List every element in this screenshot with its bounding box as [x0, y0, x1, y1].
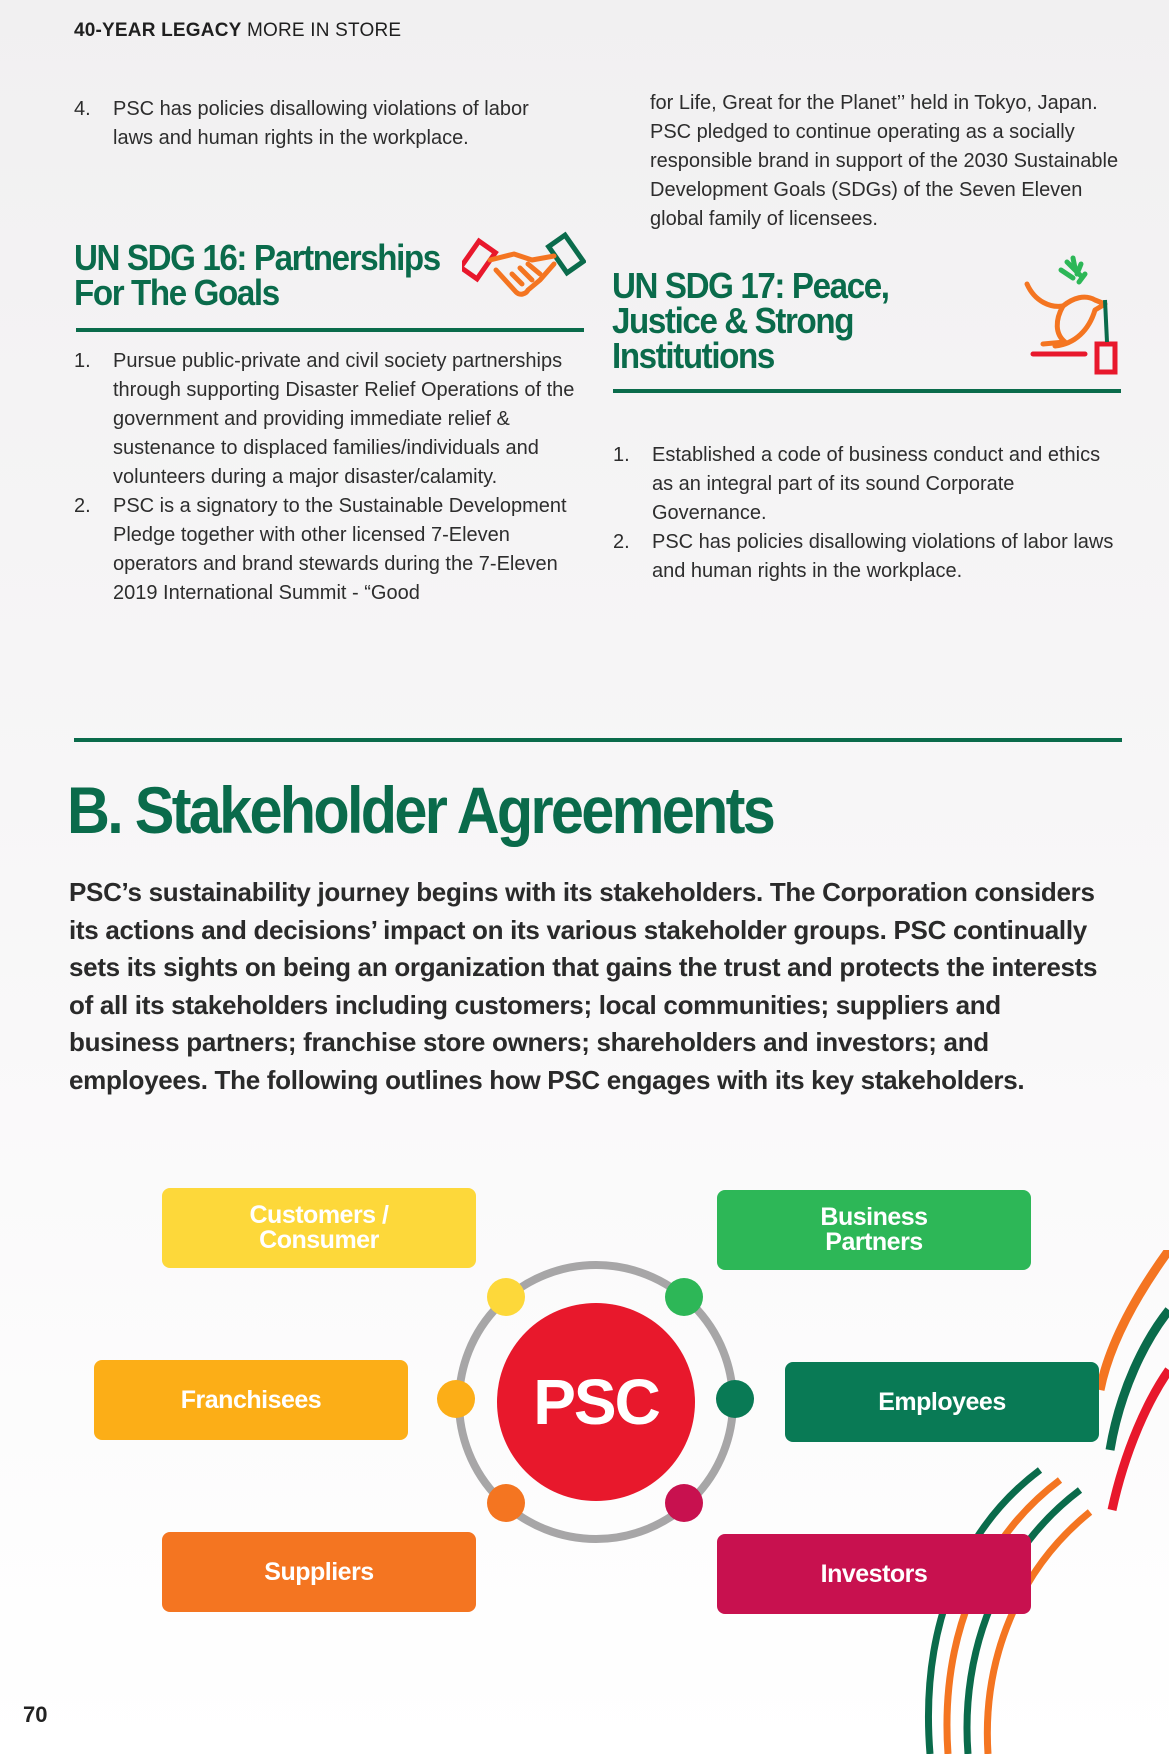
section-divider: [74, 738, 1122, 742]
section-intro: PSC’s sustainability journey begins with its stakeholders. The Corporation considers its actions and decisions’ impact on its various stakeholder groups. PSC continually sets its sights on being an organization that gains the trust and protects the interests of all its stakeholders including customers; local communities; suppliers and business partners; franchise store owners; shareholders and investors; and employees. The following outlines how PSC engages with its key stakeholders.: [69, 877, 1098, 1095]
dot-business-partners: [665, 1278, 703, 1316]
list-text: PSC has policies disallowing violations of labor laws and human rights in the workplace.: [113, 98, 529, 149]
list-text: PSC is a signatory to the Sustainable Development Pledge together with other licensed 7-Eleven operators and brand stewards during the 7-Eleven 2019 International Summit - “Good: [113, 495, 567, 604]
header-rest: MORE IN STORE: [247, 20, 402, 41]
list-item: [74, 347, 590, 492]
stakeholder-business-partners: [717, 1190, 1031, 1270]
sdg17-rule: [613, 389, 1121, 393]
list-item: [74, 95, 574, 153]
dove-icon: [1015, 254, 1125, 378]
dot-customers: [487, 1278, 525, 1316]
handshake-icon: [462, 230, 586, 310]
sdg16-title-line2: For The Goals: [74, 272, 279, 313]
stakeholder-label: Suppliers: [264, 1557, 374, 1586]
sdg17-title: [612, 265, 980, 376]
sdg17-title-line3: Institutions: [612, 335, 774, 376]
list-text: Pursue public-private and civil society partnerships through supporting Disaster Relief Operations of the government and providing immediate relief & sustenance to displaced families/individuals and volunteers during a major disaster/calamity.: [113, 350, 575, 488]
sdg17-list: [613, 441, 1119, 586]
sdg16-title: [74, 237, 460, 313]
list-item: [613, 528, 1119, 586]
running-header: [74, 20, 401, 42]
dot-franchisees: [437, 1380, 475, 1418]
dot-employees: [716, 1380, 754, 1418]
list-item: [613, 441, 1119, 528]
sdg16-title-line1: UN SDG 16: Partnerships: [74, 237, 440, 278]
stakeholder-label: Customers / Consumer: [249, 1201, 389, 1254]
stakeholder-suppliers: [162, 1532, 476, 1612]
decorative-stripes: [900, 1250, 1169, 1754]
list-number: 2.: [74, 495, 91, 517]
list-number: 1.: [74, 350, 91, 372]
stakeholder-label: Business Partners: [820, 1203, 928, 1256]
sdg16-rule: [76, 328, 584, 332]
list-text: PSC has policies disallowing violations of labor laws and human rights in the workplace.: [652, 531, 1114, 582]
stakeholder-label: Investors: [820, 1559, 928, 1588]
left-top-list: [74, 95, 574, 153]
sdg17-title-line2: Justice & Strong: [612, 300, 854, 341]
list-number: 1.: [613, 444, 630, 466]
psc-center: PSC: [497, 1303, 695, 1501]
dot-investors: [665, 1484, 703, 1522]
stakeholder-investors: [717, 1534, 1031, 1614]
stakeholder-franchisees: [94, 1360, 408, 1440]
header-bold: 40-YEAR LEGACY: [74, 20, 242, 41]
list-item: [74, 492, 590, 608]
section-title: B. Stakeholder Agreements: [67, 773, 774, 847]
stakeholder-label: Franchisees: [180, 1385, 322, 1414]
list-number: 4.: [74, 98, 91, 120]
stakeholder-customers: [162, 1188, 476, 1268]
right-top-paragraph: for Life, Great for the Planet’’ held in Tokyo, Japan. PSC pledged to continue operating as a socially responsible brand in support of the 2030 Sustainable Development Goals (SDGs) of the Seven Eleven global family of licensees.: [650, 92, 1119, 230]
page-number: 70: [23, 1702, 48, 1727]
list-text: Established a code of business conduct and ethics as an integral part of its sound Corporate Governance.: [652, 444, 1101, 524]
sdg16-list: [74, 347, 590, 608]
stakeholder-label: Employees: [878, 1387, 1006, 1416]
dot-suppliers: [487, 1484, 525, 1522]
stakeholder-employees: [785, 1362, 1099, 1442]
sdg17-title-line1: UN SDG 17: Peace,: [612, 265, 889, 306]
list-number: 2.: [613, 531, 630, 553]
